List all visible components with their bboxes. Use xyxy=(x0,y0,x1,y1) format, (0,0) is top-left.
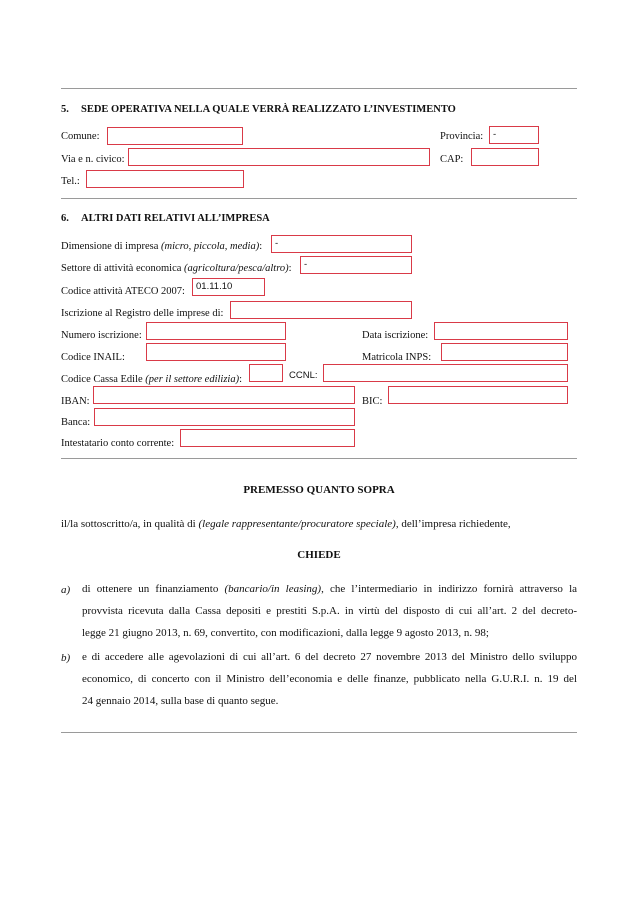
comune-label: Comune: xyxy=(61,131,100,142)
ccnl-label: CCNL: xyxy=(289,370,318,381)
item-b-marker: b) xyxy=(61,652,71,664)
intestatario-label: Intestatario conto corrente: xyxy=(61,438,175,449)
cap-field[interactable] xyxy=(471,148,539,166)
iban-field[interactable] xyxy=(93,386,355,404)
inail-label: Codice INAIL: xyxy=(61,352,125,363)
top-divider xyxy=(61,88,577,89)
ateco-label: Codice attività ATECO 2007: xyxy=(61,286,185,297)
item-b-line3: 24 gennaio 2014, sulla base di quanto segue. xyxy=(82,695,279,707)
item-a-line1-b: (bancario/in leasing) xyxy=(224,583,322,595)
bottom-divider xyxy=(61,732,577,733)
settore-colon: : xyxy=(288,263,292,274)
bic-field[interactable] xyxy=(388,386,568,404)
settore-select[interactable]: - xyxy=(300,256,412,274)
item-a-line3: legge 21 giugno 2013, n. 69, convertito, con modificazioni, dalla legge 9 agosto 2013, n. 98; xyxy=(82,627,489,639)
cassa-edile-field[interactable] xyxy=(249,364,283,382)
registro-field[interactable] xyxy=(230,301,412,319)
dimensione-select[interactable]: - xyxy=(271,235,412,253)
dimensione-label xyxy=(61,240,262,253)
bic-label: BIC: xyxy=(362,396,383,407)
item-a-line2: provvista ricevuta dalla Cassa depositi e prestiti S.p.A. in virtù del disposto di cui all’art. 2 del decreto- xyxy=(82,605,577,617)
section6-number: 6. xyxy=(61,213,69,224)
item-b-line1: e di accedere alle agevolazioni di cui all’art. 6 del decreto 27 novembre 2013 del Ministro dello sviluppo xyxy=(82,651,577,663)
dimensione-hint: (micro, piccola, media) xyxy=(161,241,260,252)
item-b-line2: economico, di concerto con il Ministro dell’economia e delle finanze, pubblicato nella G.U.R.I. n. 19 del xyxy=(82,673,577,685)
via-label: Via e n. civico: xyxy=(61,154,125,165)
cassa-edile-label xyxy=(61,373,242,386)
chiede-heading: CHIEDE xyxy=(297,549,341,561)
numero-iscrizione-label: Numero iscrizione: xyxy=(61,330,142,341)
settore-label xyxy=(61,262,292,275)
registro-label: Iscrizione al Registro delle imprese di: xyxy=(61,308,224,319)
section5-number: 5. xyxy=(61,104,69,115)
section6-divider xyxy=(61,458,577,459)
premesso-text-role: (legale rappresentante/procuratore speciale) xyxy=(198,518,396,530)
ateco-field[interactable]: 01.11.10 xyxy=(192,278,265,296)
banca-field[interactable] xyxy=(94,408,355,426)
provincia-field[interactable]: - xyxy=(489,126,539,144)
premesso-text xyxy=(61,514,581,535)
premesso-text-a: il/la sottoscritto/a, in qualità di xyxy=(61,518,196,530)
tel-label: Tel.: xyxy=(61,176,80,187)
item-a-line1-c: , che l’intermediario in indirizzo fornirà attraverso la xyxy=(321,583,578,595)
settore-hint: (agricoltura/pesca/altro) xyxy=(184,263,289,274)
item-a-line1 xyxy=(82,579,577,600)
iban-label: IBAN: xyxy=(61,396,90,407)
section6-title: ALTRI DATI RELATIVI ALL’IMPRESA xyxy=(81,213,270,224)
cap-label: CAP: xyxy=(440,154,464,165)
section5-title: SEDE OPERATIVA NELLA QUALE VERRÀ REALIZZATO L’INVESTIMENTO xyxy=(81,104,456,115)
data-iscrizione-field[interactable] xyxy=(434,322,568,340)
premesso-text-c: , dell’impresa richiedente, xyxy=(395,518,511,530)
premesso-heading: PREMESSO QUANTO SOPRA xyxy=(243,484,395,496)
banca-label: Banca: xyxy=(61,417,91,428)
numero-iscrizione-field[interactable] xyxy=(146,322,286,340)
data-iscrizione-label: Data iscrizione: xyxy=(362,330,429,341)
intestatario-field[interactable] xyxy=(180,429,355,447)
dimensione-colon: : xyxy=(259,241,263,252)
inps-field[interactable] xyxy=(441,343,568,361)
cassa-edile-colon: : xyxy=(239,374,243,385)
tel-field[interactable] xyxy=(86,170,244,188)
ccnl-field[interactable] xyxy=(323,364,568,382)
item-a-line1-a: di ottenere un finanziamento xyxy=(82,583,219,595)
cassa-edile-text: Codice Cassa Edile xyxy=(61,374,143,385)
item-a-marker: a) xyxy=(61,584,71,596)
comune-field[interactable] xyxy=(107,127,243,145)
dimensione-text: Dimensione di impresa xyxy=(61,241,159,252)
inps-label: Matricola INPS: xyxy=(362,352,432,363)
inail-field[interactable] xyxy=(146,343,286,361)
settore-text: Settore di attività economica xyxy=(61,263,182,274)
via-field[interactable] xyxy=(128,148,430,166)
provincia-label: Provincia: xyxy=(440,131,484,142)
cassa-edile-hint: (per il settore edilizia) xyxy=(145,374,240,385)
section5-divider xyxy=(61,198,577,199)
